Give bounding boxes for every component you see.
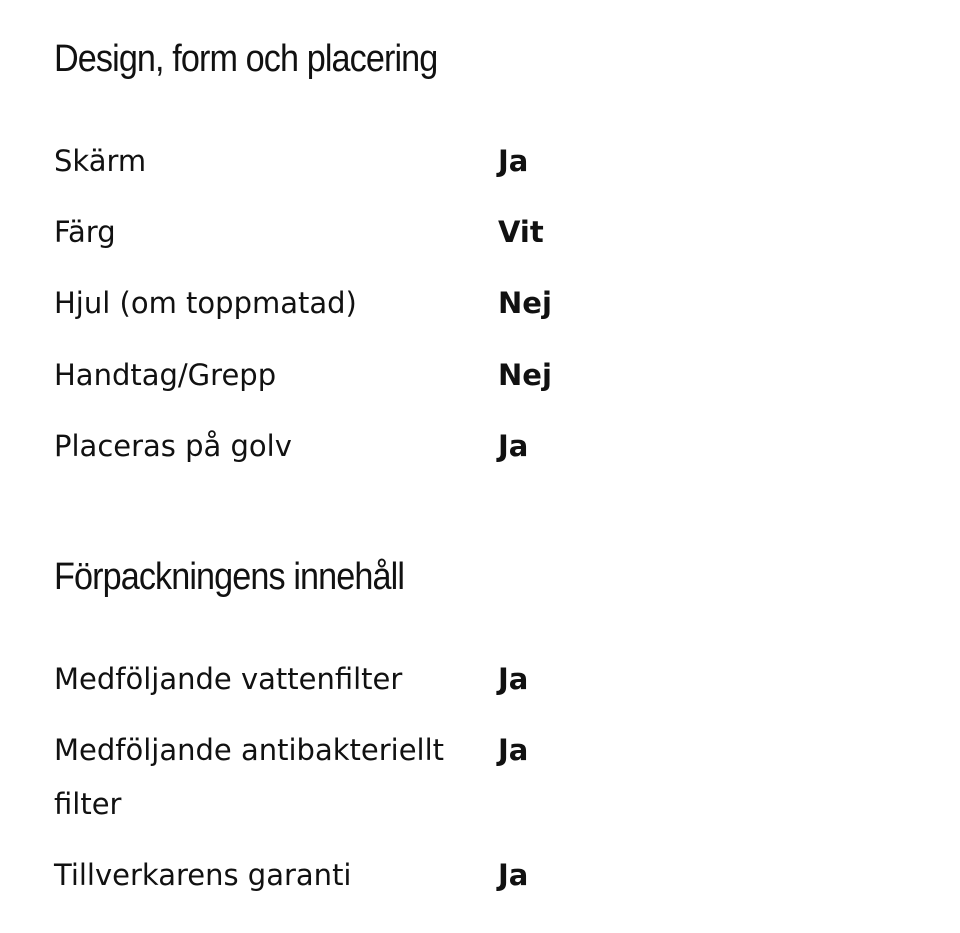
spec-value: Vit xyxy=(498,215,544,249)
spec-label: Tillverkarens garanti xyxy=(54,858,352,892)
spec-row-farg xyxy=(54,205,914,259)
spec-row-hjul xyxy=(54,276,914,330)
spec-label: Handtag/Grepp xyxy=(54,358,277,392)
section-title-package: Förpackningens innehåll xyxy=(54,556,405,598)
spec-row-skarm xyxy=(54,134,914,188)
spec-label: Medföljande vattenfilter xyxy=(54,662,403,696)
spec-value: Ja xyxy=(498,429,529,463)
spec-value: Ja xyxy=(498,733,529,767)
spec-label: Placeras på golv xyxy=(54,429,292,463)
spec-row-antibakteriellt xyxy=(54,723,914,831)
spec-value: Ja xyxy=(498,662,529,696)
spec-value: Nej xyxy=(498,358,552,392)
spec-label: Skärm xyxy=(54,144,147,178)
spec-value: Ja xyxy=(498,858,529,892)
spec-value: Nej xyxy=(498,286,552,320)
spec-row-vattenfilter xyxy=(54,652,914,706)
section-title-design: Design, form och placering xyxy=(54,38,438,80)
spec-label: Färg xyxy=(54,215,116,249)
spec-row-placering xyxy=(54,419,914,473)
spec-value: Ja xyxy=(498,144,529,178)
spec-row-handtag xyxy=(54,348,914,402)
spec-label: Medföljande antibakteriellt filter xyxy=(54,733,445,821)
spec-row-garanti xyxy=(54,848,914,902)
spec-label: Hjul (om toppmatad) xyxy=(54,286,357,320)
